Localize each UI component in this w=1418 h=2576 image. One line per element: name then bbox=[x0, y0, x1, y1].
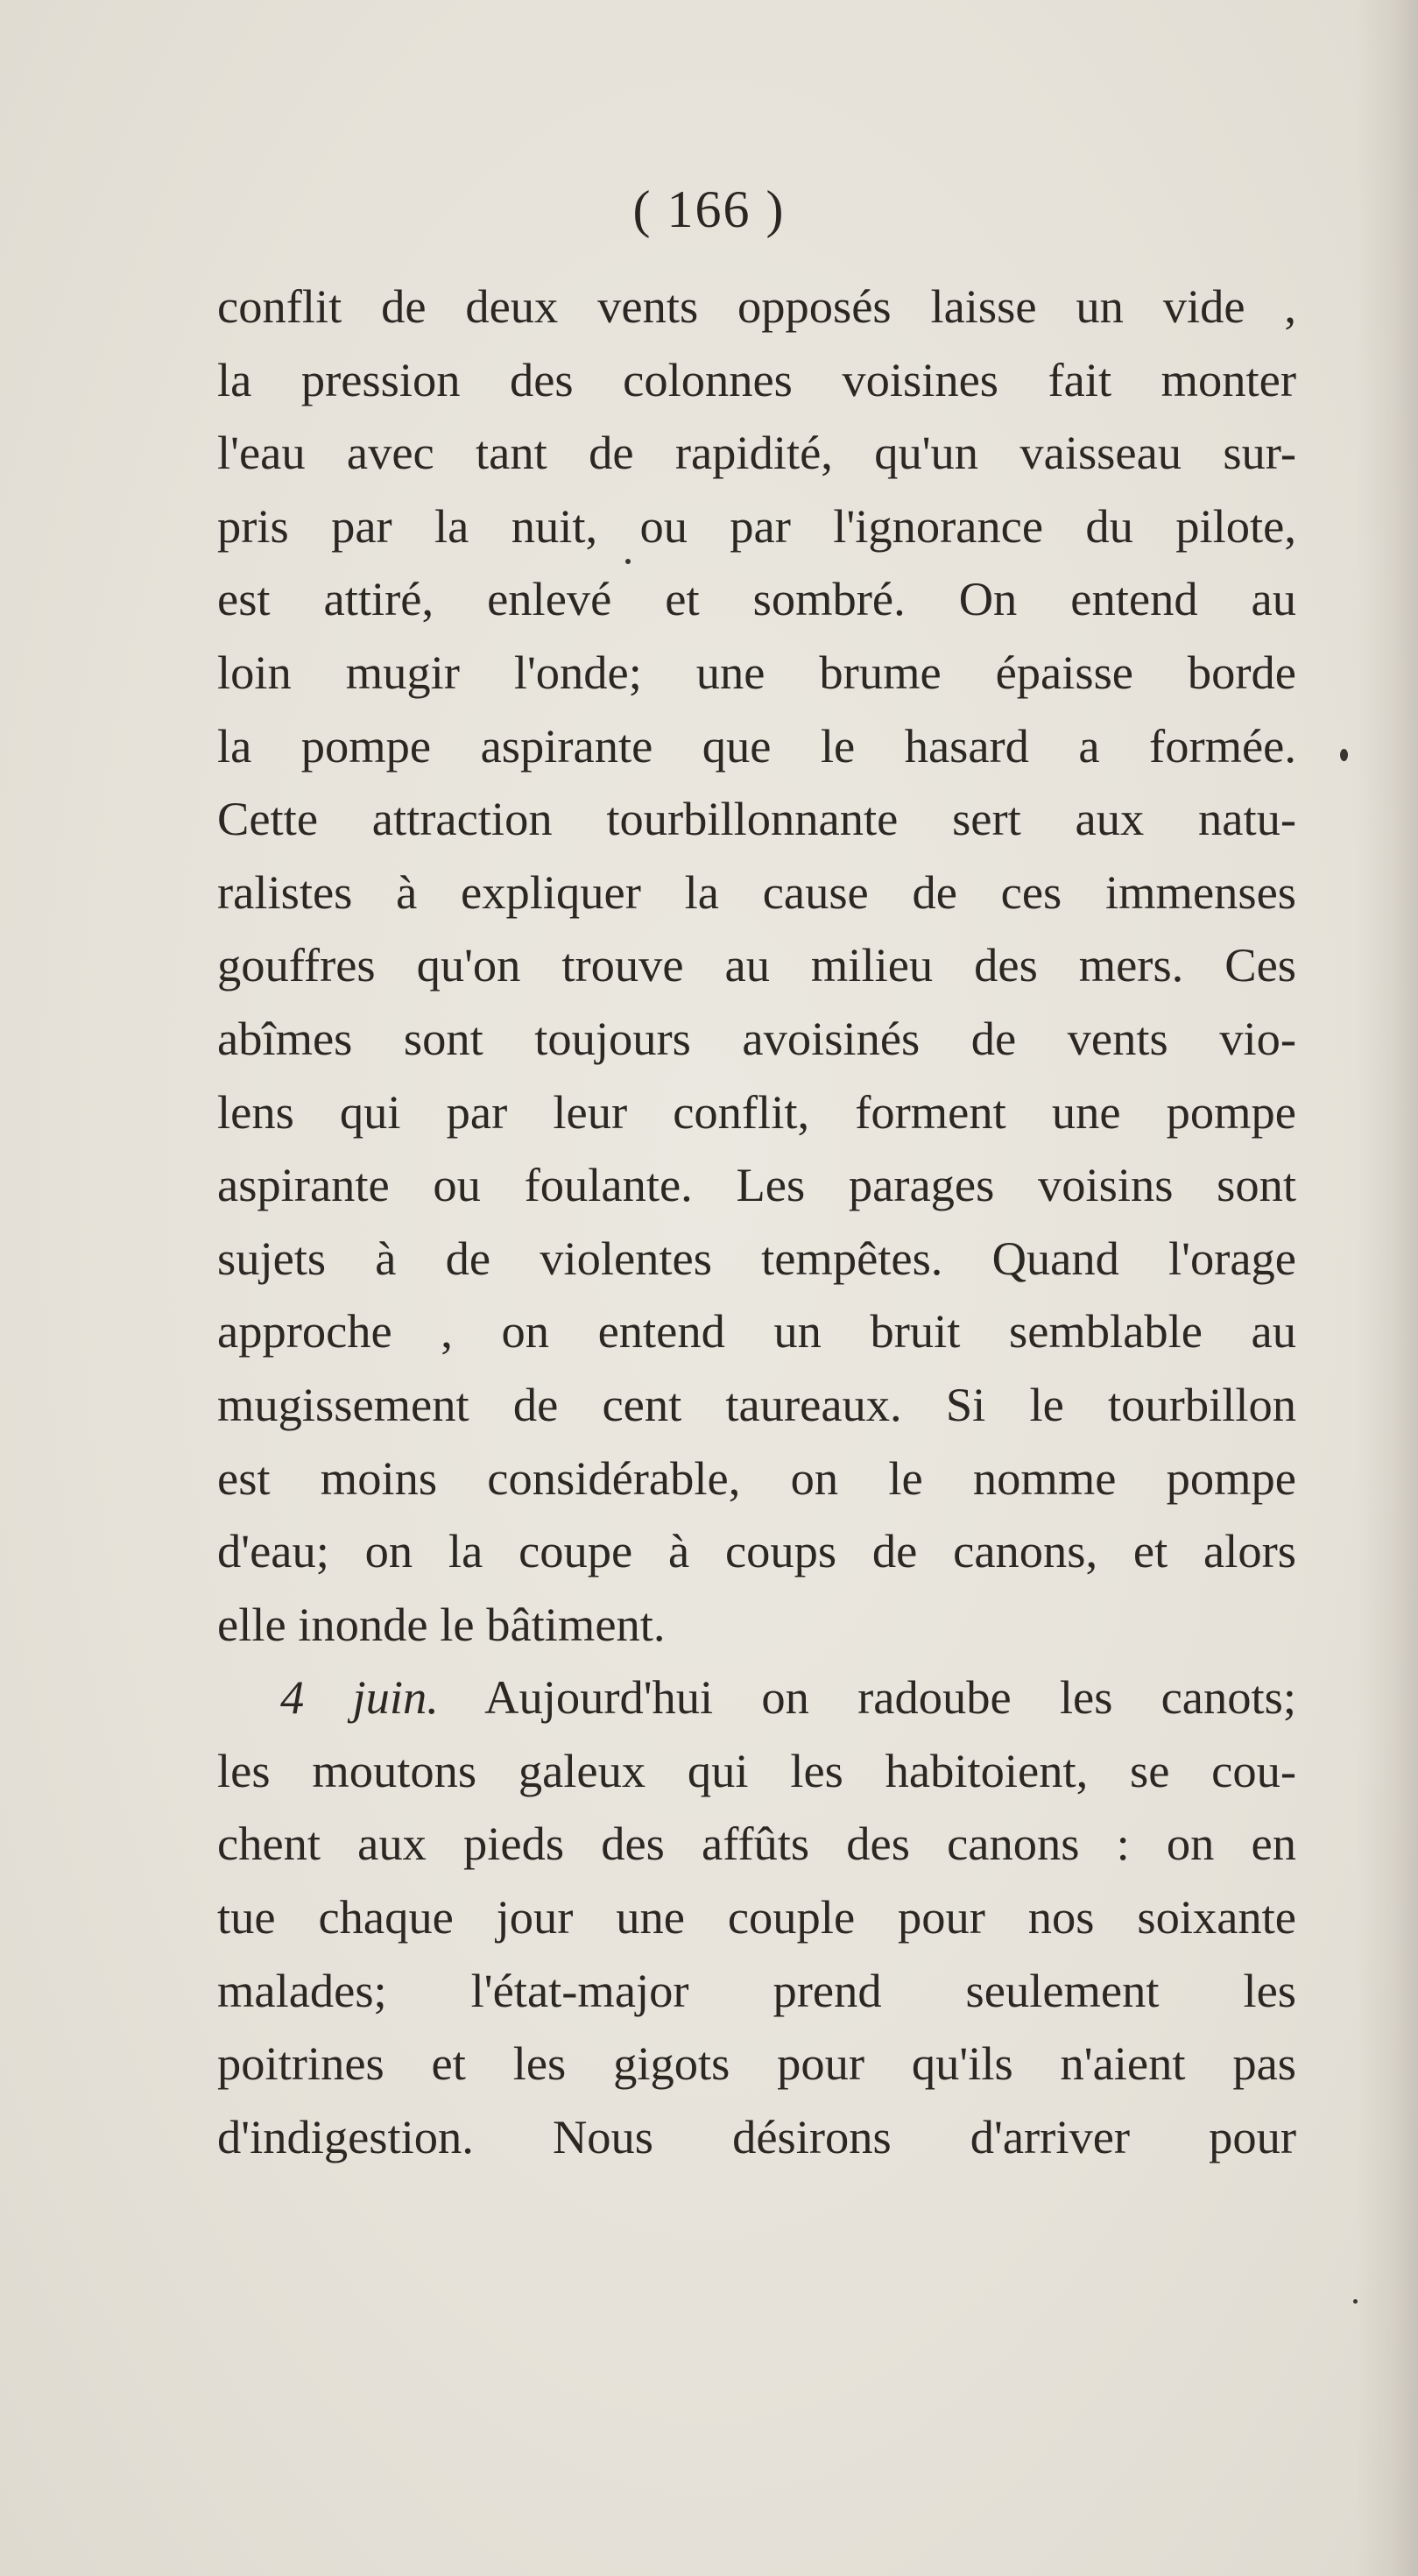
text-line: elle inonde le bâtiment. bbox=[217, 1597, 666, 1651]
text-line: pris par la nuit, ou par l'ignorance du pilote, bbox=[217, 498, 1296, 553]
body-text bbox=[217, 270, 1296, 2173]
text-line: gouffres qu'on trouve au milieu des mers. Ces bbox=[217, 938, 1296, 992]
page-number: ( 166 ) bbox=[632, 180, 786, 238]
text-line: loin mugir l'onde; une brume épaisse borde bbox=[217, 645, 1296, 699]
text-line: mugissement de cent taureaux. Si le tourbillon bbox=[217, 1377, 1296, 1431]
text-line: abîmes sont toujours avoisinés de vents vio- bbox=[217, 1011, 1296, 1065]
entry-text: Aujourd'hui on radoube les canots; bbox=[484, 1670, 1296, 1725]
text-line: est moins considérable, on le nomme pompe bbox=[217, 1450, 1296, 1505]
text-line: est attiré, enlevé et sombré. On entend au bbox=[217, 572, 1296, 626]
text-line: d'eau; on la coupe à coups de canons, et alors bbox=[217, 1524, 1296, 1578]
text-line: sujets à de violentes tempêtes. Quand l'orage bbox=[217, 1231, 1296, 1285]
text-line: lens qui par leur conflit, forment une pompe bbox=[217, 1084, 1296, 1139]
text-line: d'indigestion. Nous désirons d'arriver pour bbox=[217, 2109, 1296, 2163]
text-line: la pression des colonnes voisines fait monter bbox=[217, 352, 1296, 406]
text-line: approche , on entend un bruit semblable au bbox=[217, 1304, 1296, 1359]
text-line: les moutons galeux qui les habitoient, se cou- bbox=[217, 1743, 1296, 1797]
text-line: conflit de deux vents opposés laisse un vide , bbox=[217, 279, 1296, 333]
text-line: tue chaque jour une couple pour nos soixante bbox=[217, 1890, 1296, 1944]
page-gutter-shadow bbox=[1357, 0, 1418, 2576]
text-line: chent aux pieds des affûts des canons : on en bbox=[217, 1817, 1296, 1871]
entry-date: 4 juin. bbox=[280, 1670, 439, 1725]
text-line: la pompe aspirante que le hasard a formée. bbox=[217, 718, 1296, 773]
text-line: poitrines et les gigots pour qu'ils n'aient pas bbox=[217, 2036, 1296, 2091]
text-line: Cette attraction tourbillonnante sert aux natu- bbox=[217, 792, 1296, 846]
text-line: aspirante ou foulante. Les parages voisins sont bbox=[217, 1158, 1296, 1212]
diary-entry-first-line bbox=[217, 1661, 1296, 1734]
text-line: malades; l'état-major prend seulement les bbox=[217, 1963, 1296, 2017]
text-line: l'eau avec tant de rapidité, qu'un vaisseau sur- bbox=[217, 426, 1296, 480]
text-line: ralistes à expliquer la cause de ces immenses bbox=[217, 865, 1296, 919]
